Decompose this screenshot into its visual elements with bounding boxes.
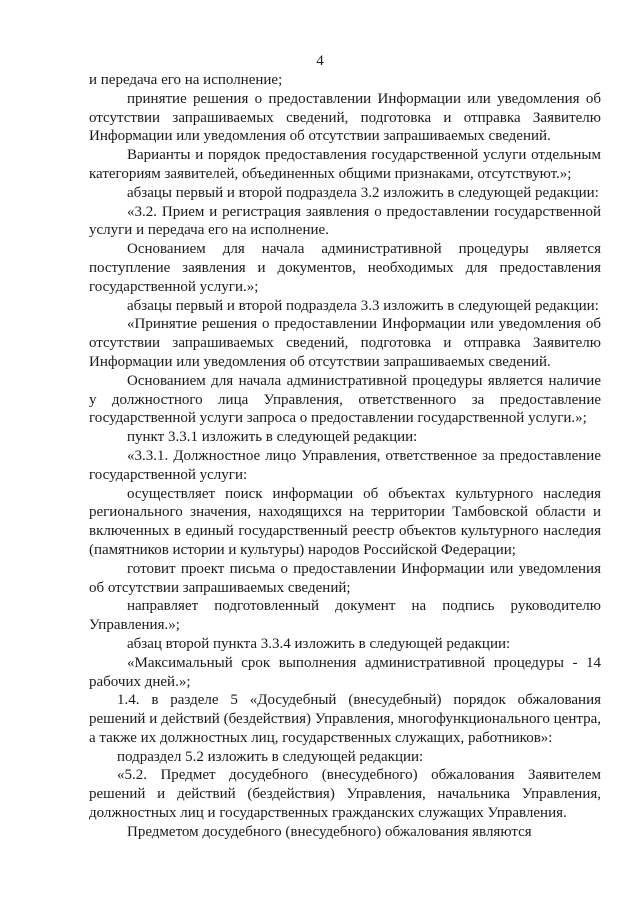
paragraph: 1.4. в разделе 5 «Досудебный (внесудебный) порядок обжалования решений и действий (бездействия) Управления, многофункционального центра, а также их должностных лиц, государственных служащих, работников»: xyxy=(89,692,601,746)
paragraph: Варианты и порядок предоставления государственной услуги отдельным категориям заявителей, объединенных общими признаками, отсутствуют.»; xyxy=(89,147,601,182)
paragraph: «5.2. Предмет досудебного (внесудебного) обжалования Заявителем решений и действий (бездействия) Управления, начальника Управления, должностных лиц и государственных гражданских служащих Управления. xyxy=(89,767,601,822)
document-body xyxy=(89,71,601,842)
paragraph: абзацы первый и второй подраздела 3.2 изложить в следующей редакции: xyxy=(127,184,599,201)
paragraph: пункт 3.3.1 изложить в следующей редакции: xyxy=(127,429,418,446)
paragraph: абзац второй пункта 3.3.4 изложить в следующей редакции: xyxy=(127,635,511,652)
paragraph: Предметом досудебного (внесудебного) обжалования являются xyxy=(127,823,532,840)
paragraph: Основанием для начала административной процедуры является поступление заявления и документов, необходимых для предоставления государственной услуги.»; xyxy=(89,241,601,295)
paragraph: «Максимальный срок выполнения административной процедуры - 14 рабочих дней.»; xyxy=(89,654,601,690)
paragraph: принятие решения о предоставлении Информации или уведомления об отсутствии запрашиваемых сведений, подготовка и отправка Заявителю Информации или уведомления об отсутствии запрашиваемых сведений. xyxy=(89,90,601,145)
page-number: 4 xyxy=(316,53,324,69)
paragraph: «Принятие решения о предоставлении Информации или уведомления об отсутствии запрашиваемых сведений, подготовка и отправка Заявителю Информации или уведомления об отсутствии запрашиваемых сведений. xyxy=(89,316,601,370)
paragraph: «3.3.1. Должностное лицо Управления, ответственное за предоставление государственной услуги: xyxy=(89,447,601,483)
paragraph: подраздел 5.2 изложить в следующей редакции: xyxy=(117,748,424,765)
paragraph: Основанием для начала административной процедуры является наличие у должностного лица Управления, ответственного за предоставление государственной услуги запроса о предоставлении государственной услуги.»; xyxy=(89,372,601,427)
paragraph: осуществляет поиск информации об объектах культурного наследия регионального значения, находящихся на территории Тамбовской области и включенных в единый государственный реестр объектов культурного наследия (памятников истории и культуры) народов Российской Федерации; xyxy=(89,485,601,558)
paragraph: и передача его на исполнение; xyxy=(89,72,283,88)
paragraph: готовит проект письма о предоставлении Информации или уведомления об отсутствии запрашиваемых сведений; xyxy=(89,560,601,596)
paragraph: направляет подготовленный документ на подпись руководителю Управления.»; xyxy=(89,598,601,634)
paragraph: «3.2. Прием и регистрация заявления о предоставлении государственной услуги и передача его на исполнение. xyxy=(89,203,601,239)
paragraph: абзацы первый и второй подраздела 3.3 изложить в следующей редакции: xyxy=(127,297,599,314)
